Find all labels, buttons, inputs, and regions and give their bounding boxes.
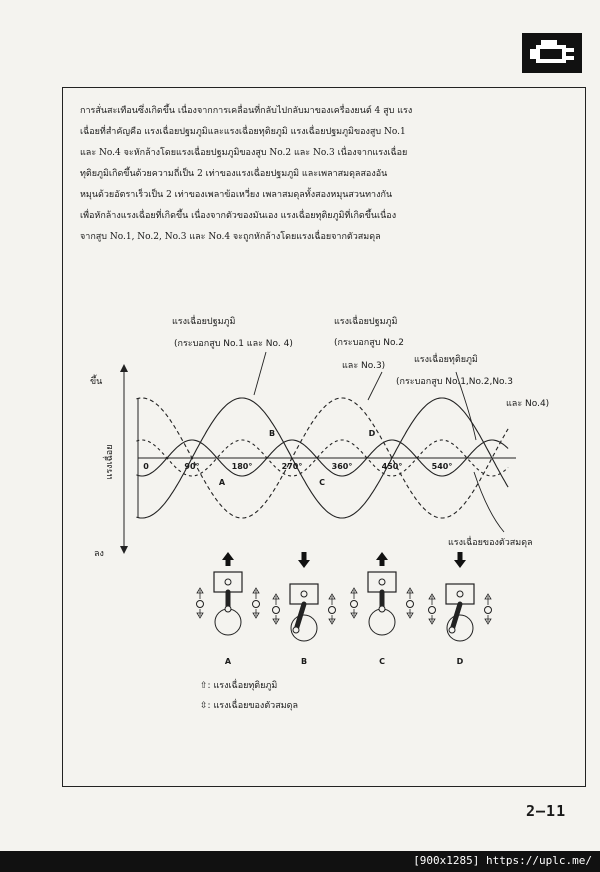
balancer-leader: [474, 472, 504, 532]
balancer-weight: [351, 601, 358, 608]
balancer-weight: [197, 601, 204, 608]
legend-balancer-text: แรงเฉื่อยของตัวสมดุล: [213, 701, 299, 711]
angle-label: 0: [143, 462, 149, 471]
up-label: ขึ้น: [90, 377, 103, 387]
point-label: D: [368, 429, 376, 438]
crank-wheel: [215, 609, 241, 635]
piston: [214, 572, 242, 592]
paragraph-line: เพื่อหักล้างแรงเฉื่อยที่เกิดขึ้น เนื่องจากตัวของมันเอง แรงเฉื่อยทุติยภูมิที่เกิดขึ้นเนื่อง: [80, 211, 397, 221]
legend-secondary: [200, 678, 298, 692]
piston: [368, 572, 396, 592]
crank-wheel: [369, 609, 395, 635]
primary-2-title: แรงเฉื่อยปฐมภูมิ: [334, 317, 398, 327]
primary-2-leader: [368, 372, 382, 400]
piston: [446, 584, 474, 604]
piston-label: D: [456, 657, 464, 666]
point-label: B: [268, 429, 276, 438]
balancer-weight: [429, 607, 436, 614]
primary-1-title: แรงเฉื่อยปฐมภูมิ: [172, 317, 236, 327]
primary-1-leader: [254, 352, 266, 395]
piston-diagram-a: [197, 552, 260, 666]
secondary-title: แรงเฉื่อยทุติยภูมิ: [414, 355, 478, 365]
page-number: 2–11: [526, 802, 567, 820]
angle-label: 450°: [381, 462, 403, 471]
paragraph-line: ทุติยภูมิเกิดขึ้นด้วยความถี่เป็น 2 เท่าของแรงเฉื่อยปฐมภูมิ และเพลาสมดุลสองอัน: [80, 169, 388, 179]
balancer-weight: [273, 607, 280, 614]
piston-diagram-b: [273, 552, 336, 666]
balancer-weight: [253, 601, 260, 608]
angle-label: 360°: [331, 462, 353, 471]
paragraph-line: และ No.4 จะหักล้างโดยแรงเฉื่อยปฐมภูมิของสูบ No.2 และ No.3 เนื่องจากแรงเฉื่อย: [80, 148, 408, 158]
angle-label: 180°: [231, 462, 253, 471]
piston-label: C: [379, 657, 385, 666]
arrow-up-icon: ⇧:: [200, 681, 211, 691]
balancer-symbol-icon: ⇳:: [200, 701, 211, 711]
balancer-label: แรงเฉื่อยของตัวสมดุล: [448, 538, 533, 548]
secondary-sub1: (กระบอกสูบ No.1,No.2,No.3: [396, 377, 513, 387]
footer-banner: [0, 851, 600, 872]
arrow-up-icon: [120, 364, 128, 372]
arrow-down-icon: [120, 546, 128, 554]
angle-label: 270°: [281, 462, 303, 471]
angle-label: 540°: [431, 462, 453, 471]
paragraph-line: การสั่นสะเทือนซึ่งเกิดขึ้น เนื่องจากการเคลื่อนที่กลับไปกลับมาของเครื่องยนต์ 4 สูบ แรง: [80, 106, 413, 116]
angle-label: 90°: [184, 462, 200, 471]
balancer-weight: [329, 607, 336, 614]
paragraph-line: จากสูบ No.1, No.2, No.3 และ No.4 จะถูกหักล้างโดยแรงเฉื่อยจากตัวสมดุล: [80, 232, 381, 242]
balancer-weight: [407, 601, 414, 608]
force-up-arrow-icon: [222, 552, 234, 560]
piston-label: B: [300, 657, 308, 666]
piston: [290, 584, 318, 604]
piston-label: A: [224, 657, 232, 666]
axis-label: แรงเฉื่อย: [105, 444, 115, 480]
balancer-weight: [485, 607, 492, 614]
piston-diagram-c: [351, 552, 414, 666]
force-up-arrow-icon: [376, 552, 388, 560]
paragraph-line: เฉื่อยที่สำคัญคือ แรงเฉื่อยปฐมภูมิและแรงเฉื่อยทุติยภูมิ แรงเฉื่อยปฐมภูมิของสูบ No.1: [80, 127, 406, 137]
primary-1-sub: (กระบอกสูบ No.1 และ No. 4): [174, 339, 293, 349]
legend-balancer: [200, 698, 298, 712]
force-down-arrow-icon: [298, 560, 310, 568]
primary-2-sub2: และ No.3): [342, 361, 386, 371]
point-label: C: [319, 478, 325, 487]
down-label: ลง: [94, 549, 104, 559]
paragraph-line: หมุนด้วยอัตราเร็วเป็น 2 เท่าของเพลาข้อเหวี่ยง เพลาสมดุลทั้งสองหมุนสวนทางกัน: [80, 190, 393, 200]
legend-secondary-text: แรงเฉื่อยทุติยภูมิ: [213, 681, 278, 691]
secondary-sub2: และ No.4): [506, 399, 550, 409]
point-label: A: [218, 478, 226, 487]
piston-diagrams: [197, 552, 492, 666]
force-down-arrow-icon: [454, 560, 466, 568]
piston-diagram-d: [429, 552, 492, 666]
legend: [200, 678, 298, 712]
primary-2-sub1: (กระบอกสูบ No.2: [334, 338, 404, 348]
footer-text: [900x1285] https://uplc.me/: [413, 854, 592, 867]
